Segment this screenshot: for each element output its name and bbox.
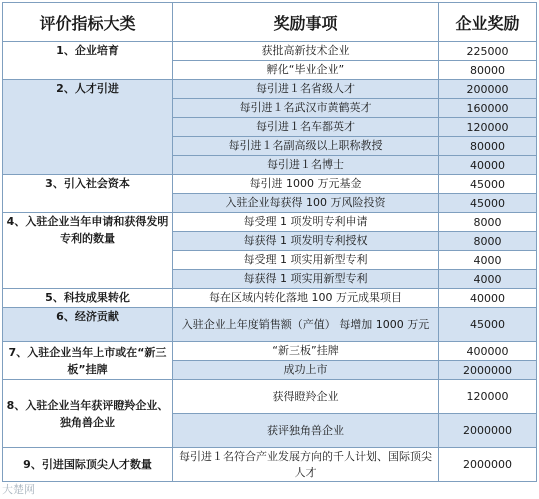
reward-amount-cell: 2000000 [439,448,537,482]
reward-item-cell: 每获得 1 项实用新型专利 [173,270,439,289]
header-company-reward: 企业奖励 [439,3,537,42]
reward-amount-cell: 45000 [439,175,537,194]
reward-amount-cell: 120000 [439,380,537,414]
reward-item-cell: 每受理 1 项实用新型专利 [173,251,439,270]
reward-item-cell: 每受理 1 项发明专利申请 [173,213,439,232]
table-row [3,448,537,482]
category-cell: 1、企业培育 [3,42,173,80]
reward-amount-cell: 40000 [439,156,537,175]
reward-item-cell: 每引进１名武汉市黄鹤英才 [173,99,439,118]
category-cell: 5、科技成果转化 [3,289,173,308]
table-row [3,175,537,194]
reward-amount-cell: 8000 [439,213,537,232]
table-row [3,380,537,414]
reward-item-cell: 入驻企业每获得 100 万风险投资 [173,194,439,213]
reward-item-cell: 每引进１名省级人才 [173,80,439,99]
category-cell: 4、入驻企业当年申请和获得发明专利的数量 [3,213,173,289]
table-row [3,80,537,99]
reward-amount-cell: 8000 [439,232,537,251]
reward-amount-cell: 225000 [439,42,537,61]
reward-amount-cell: 45000 [439,194,537,213]
reward-amount-cell: 120000 [439,118,537,137]
reward-amount-cell: 80000 [439,61,537,80]
reward-item-cell: 获得瞪羚企业 [173,380,439,414]
reward-amount-cell: 40000 [439,289,537,308]
category-cell: 3、引入社会资本 [3,175,173,213]
category-cell: 7、入驻企业当年上市或在“新三板”挂牌 [3,342,173,380]
reward-amount-cell: 2000000 [439,361,537,380]
table-header-row [3,3,537,42]
reward-item-cell: 每引进１名符合产业发展方向的千人计划、国际顶尖人才 [173,448,439,482]
reward-amount-cell: 2000000 [439,414,537,448]
reward-item-cell: 孵化“毕业企业” [173,61,439,80]
reward-item-cell: 每引进 1000 万元基金 [173,175,439,194]
reward-amount-cell: 200000 [439,80,537,99]
reward-amount-cell: 160000 [439,99,537,118]
table-row [3,213,537,232]
reward-item-cell: 获批高新技术企业 [173,42,439,61]
reward-amount-cell: 400000 [439,342,537,361]
category-cell: 6、经济贡献 [3,308,173,342]
watermark-logo: 大楚网 [2,483,35,496]
table-row [3,42,537,61]
reward-item-cell: 每引进１名副高级以上职称教授 [173,137,439,156]
header-reward-item: 奖励事项 [173,3,439,42]
category-cell: 2、人才引进 [3,80,173,175]
header-category: 评价指标大类 [3,3,173,42]
reward-amount-cell: 4000 [439,270,537,289]
table-row [3,308,537,342]
reward-item-cell: 每引进１名博士 [173,156,439,175]
reward-amount-cell: 4000 [439,251,537,270]
reward-item-cell: “新三板”挂牌 [173,342,439,361]
reward-table [2,2,537,482]
reward-amount-cell: 80000 [439,137,537,156]
reward-item-cell: 每引进１名车都英才 [173,118,439,137]
reward-amount-cell: 45000 [439,308,537,342]
table-row [3,342,537,361]
reward-item-cell: 成功上市 [173,361,439,380]
reward-item-cell: 入驻企业上年度销售额（产值） 每增加 1000 万元 [173,308,439,342]
reward-item-cell: 每在区域内转化落地 100 万元成果项目 [173,289,439,308]
reward-item-cell: 获评独角兽企业 [173,414,439,448]
reward-item-cell: 每获得 1 项发明专利授权 [173,232,439,251]
category-cell: 9、引进国际顶尖人才数量 [3,448,173,482]
table-row [3,289,537,308]
category-cell: 8、入驻企业当年获评瞪羚企业、独角兽企业 [3,380,173,448]
